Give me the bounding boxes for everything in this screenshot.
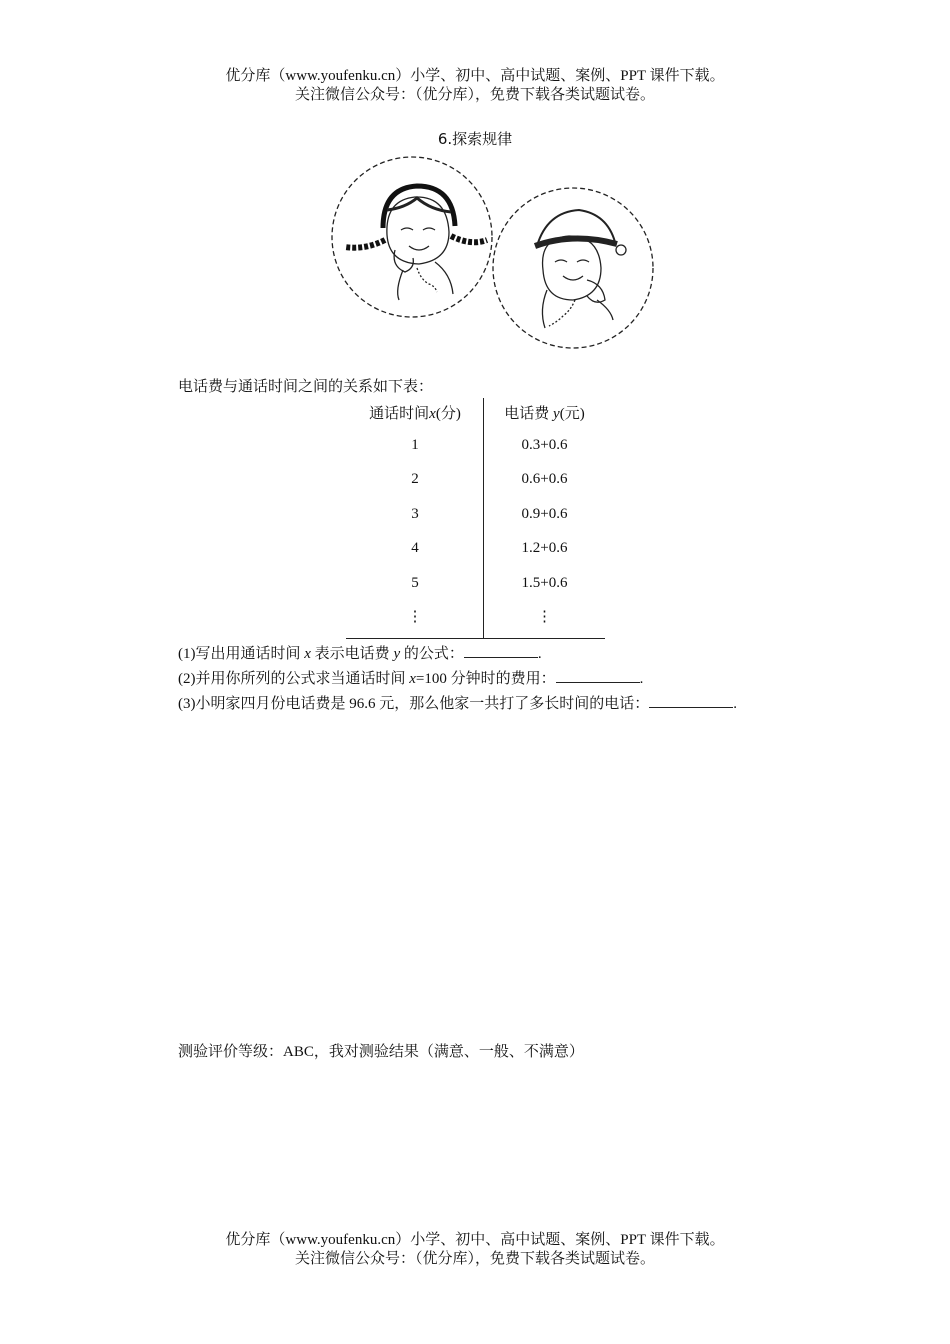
table-cell-y: ⋮ xyxy=(537,609,552,625)
question-3 xyxy=(178,693,737,714)
table-header-time xyxy=(346,402,484,423)
table-cell-y: 1.2+0.6 xyxy=(521,540,568,556)
table-cell-y: 0.6+0.6 xyxy=(521,471,568,487)
footer-line-1: 优分库（www.youfenku.cn）小学、初中、高中试题、案例、PPT 课件下载。 xyxy=(225,1232,725,1248)
table-cell-x: 3 xyxy=(411,506,419,522)
q1-text-a: (1)写出用通话时间 xyxy=(178,646,305,662)
header-line-1: 优分库（www.youfenku.cn）小学、初中、高中试题、案例、PPT 课件下载。 xyxy=(225,68,725,84)
answer-blank-3[interactable] xyxy=(649,693,733,708)
question-2 xyxy=(178,668,643,689)
table-cell-x: 5 xyxy=(411,575,419,591)
col1-unit: (分) xyxy=(435,406,461,422)
col1-header-label: 通话时间 xyxy=(369,406,430,422)
q1-var-x: x xyxy=(304,646,311,662)
q1-text-b: 表示电话费 xyxy=(310,646,394,662)
q3-period: . xyxy=(733,696,737,712)
table-intro: 电话费与通话时间之间的关系如下表： xyxy=(178,379,434,395)
table-cell-x: ⋮ xyxy=(407,609,423,625)
table-cell-x: 1 xyxy=(411,437,419,453)
answer-blank-2[interactable] xyxy=(556,668,640,683)
q2-var-x: x xyxy=(409,671,416,687)
q2-text-a: (2)并用你所列的公式求当通话时间 xyxy=(178,671,410,687)
header-line-2: 关注微信公众号：（优分库），免费下载各类试题试卷。 xyxy=(294,87,655,103)
table-cell-y: 0.3+0.6 xyxy=(521,437,568,453)
col2-variable: y xyxy=(553,406,560,422)
col2-header-label: 电话费 xyxy=(504,406,554,422)
q2-period: . xyxy=(639,671,644,687)
section-title: 6.探索规律 xyxy=(437,130,513,148)
q1-text-c: 的公式： xyxy=(400,646,464,662)
q3-text: (3)小明家四月份电话费是 96.6 元，那么他家一共打了多长时间的电话： xyxy=(178,696,650,712)
table-header-fee xyxy=(484,402,605,423)
col2-unit: (元) xyxy=(559,406,585,422)
table-divider-vertical xyxy=(483,398,484,639)
table-cell-x: 4 xyxy=(411,540,419,556)
answer-blank-1[interactable] xyxy=(464,643,538,658)
q2-text-b: =100 分钟时的费用： xyxy=(415,671,556,687)
table-cell-x: 2 xyxy=(411,471,419,487)
table-cell-y: 1.5+0.6 xyxy=(521,575,568,591)
evaluation-line: 测验评价等级：ABC，我对测验结果（满意、一般、不满意） xyxy=(178,1044,584,1060)
question-1 xyxy=(178,643,542,664)
table-cell-y: 0.9+0.6 xyxy=(521,506,568,522)
q1-period: . xyxy=(537,646,542,662)
q1-var-y: y xyxy=(393,646,401,662)
table-divider-bottom xyxy=(346,638,605,639)
phone-call-illustration xyxy=(325,150,665,355)
footer-line-2: 关注微信公众号：（优分库），免费下载各类试题试卷。 xyxy=(294,1251,655,1267)
col1-variable: x xyxy=(429,406,436,422)
page-header xyxy=(0,67,950,105)
page-footer xyxy=(0,1231,950,1269)
